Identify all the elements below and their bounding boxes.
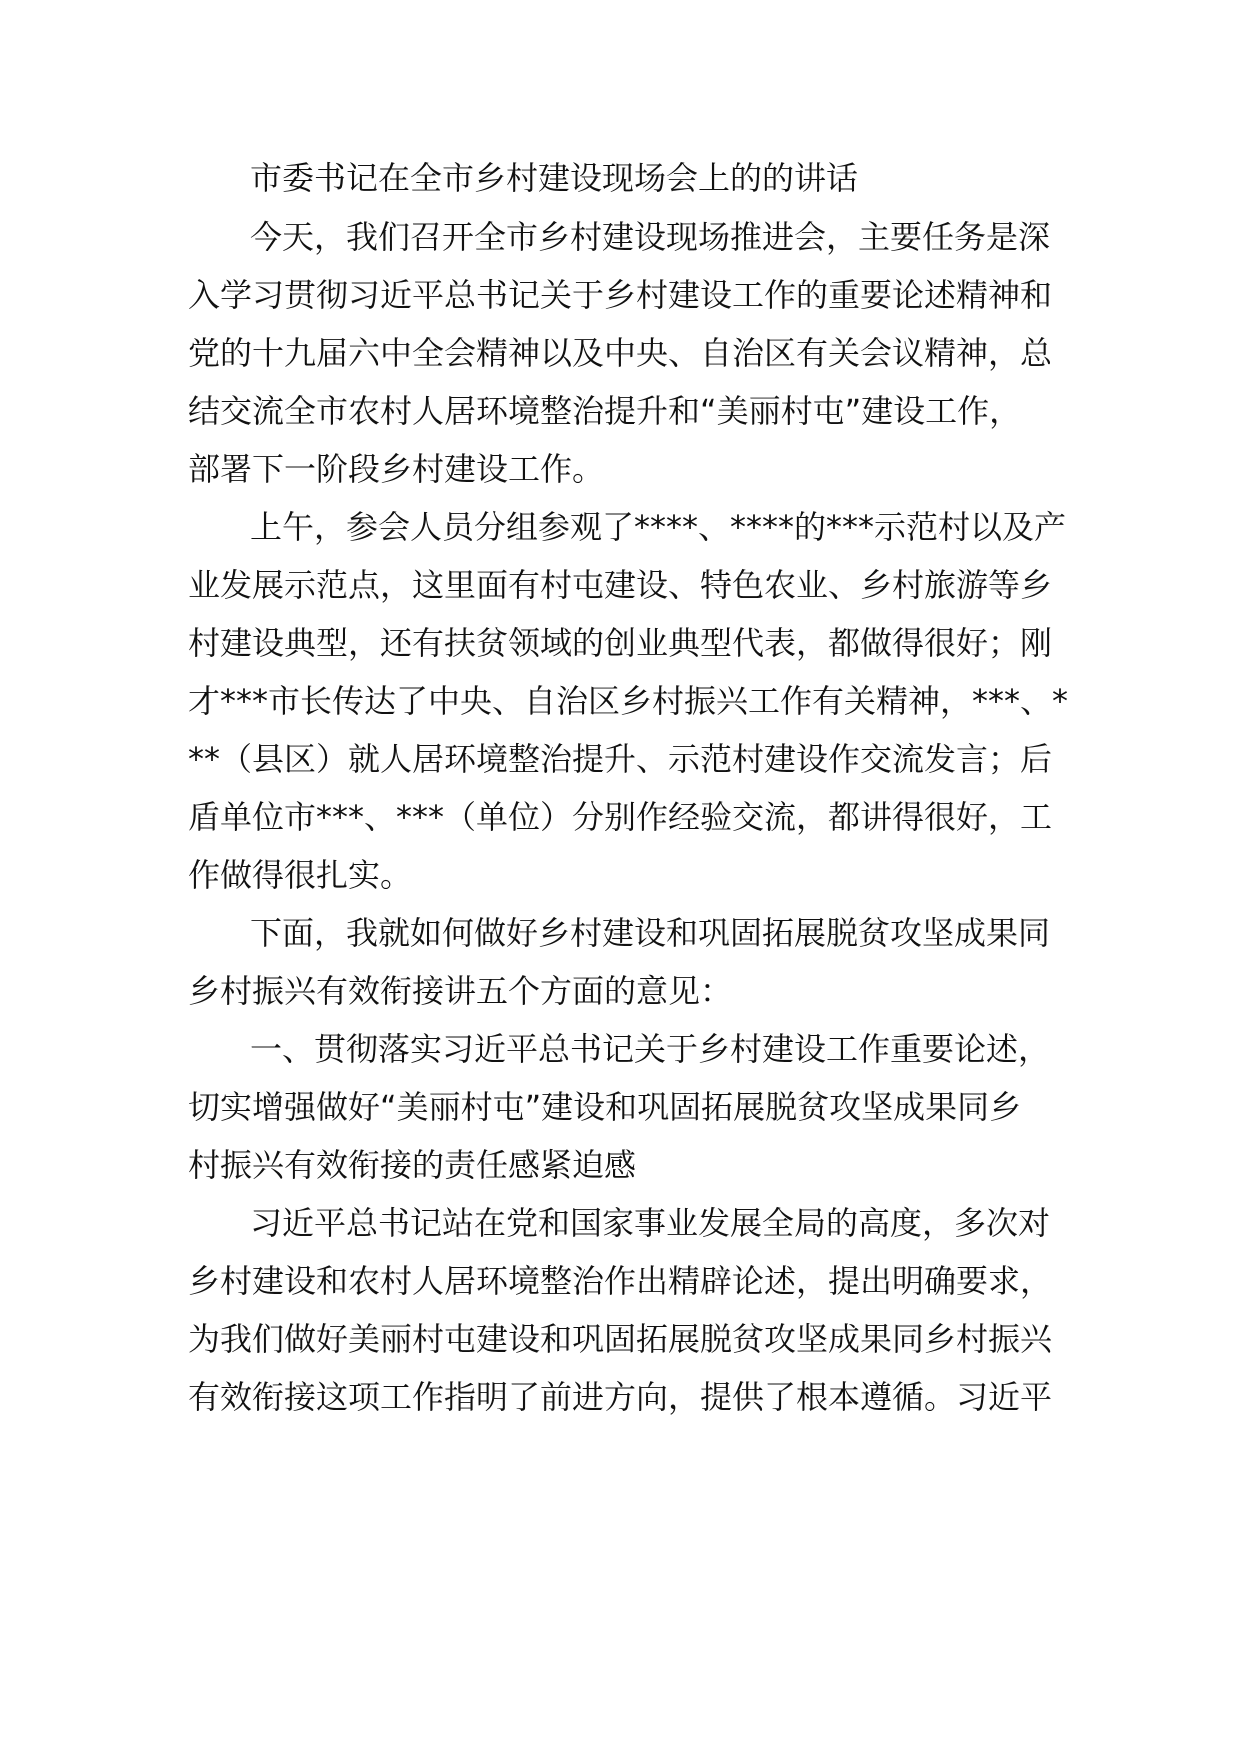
text-line: 结交流全市农村人居环境整治提升和“美丽村屯”建设工作， [188, 392, 1022, 430]
text-line: 上午，参会人员分组参观了****、****的***示范村以及产 [250, 508, 1067, 546]
text-line: 乡村振兴有效衔接讲五个方面的意见： [188, 972, 733, 1010]
text-line: 才***市长传达了中央、自治区乡村振兴工作有关精神，***、* [188, 682, 1068, 720]
text-line: 部署下一阶段乡村建设工作。 [188, 450, 605, 488]
section-heading-line: 一、贯彻落实习近平总书记关于乡村建设工作重要论述， [250, 1030, 1051, 1068]
text-line: 党的十九届六中全会精神以及中央、自治区有关会议精神，总 [188, 334, 1053, 372]
text-line: 习近平总书记站在党和国家事业发展全局的高度，多次对 [250, 1204, 1051, 1242]
document-title: 市委书记在全市乡村建设现场会上的的讲话 [250, 159, 859, 197]
text-line: **（县区）就人居环境整治提升、示范村建设作交流发言；后 [188, 740, 1053, 778]
text-line: 下面，我就如何做好乡村建设和巩固拓展脱贫攻坚成果同 [250, 914, 1051, 952]
text-line: 作做得很扎实。 [188, 856, 413, 894]
text-line: 为我们做好美丽村屯建设和巩固拓展脱贫攻坚成果同乡村振兴 [188, 1320, 1053, 1358]
text-line: 盾单位市***、***（单位）分别作经验交流，都讲得很好，工 [188, 798, 1053, 836]
text-line: 业发展示范点，这里面有村屯建设、特色农业、乡村旅游等乡 [188, 566, 1053, 604]
text-line: 今天，我们召开全市乡村建设现场推进会，主要任务是深 [250, 218, 1051, 256]
text-line: 村建设典型，还有扶贫领域的创业典型代表，都做得很好；刚 [188, 624, 1053, 662]
section-heading-line: 村振兴有效衔接的责任感紧迫感 [188, 1146, 637, 1184]
text-line: 入学习贯彻习近平总书记关于乡村建设工作的重要论述精神和 [188, 276, 1053, 314]
section-heading-line: 切实增强做好“美丽村屯”建设和巩固拓展脱贫攻坚成果同乡 [188, 1088, 1022, 1126]
text-line: 乡村建设和农村人居环境整治作出精辟论述，提出明确要求， [188, 1262, 1053, 1300]
text-line: 有效衔接这项工作指明了前进方向，提供了根本遵循。习近平 [188, 1378, 1053, 1416]
